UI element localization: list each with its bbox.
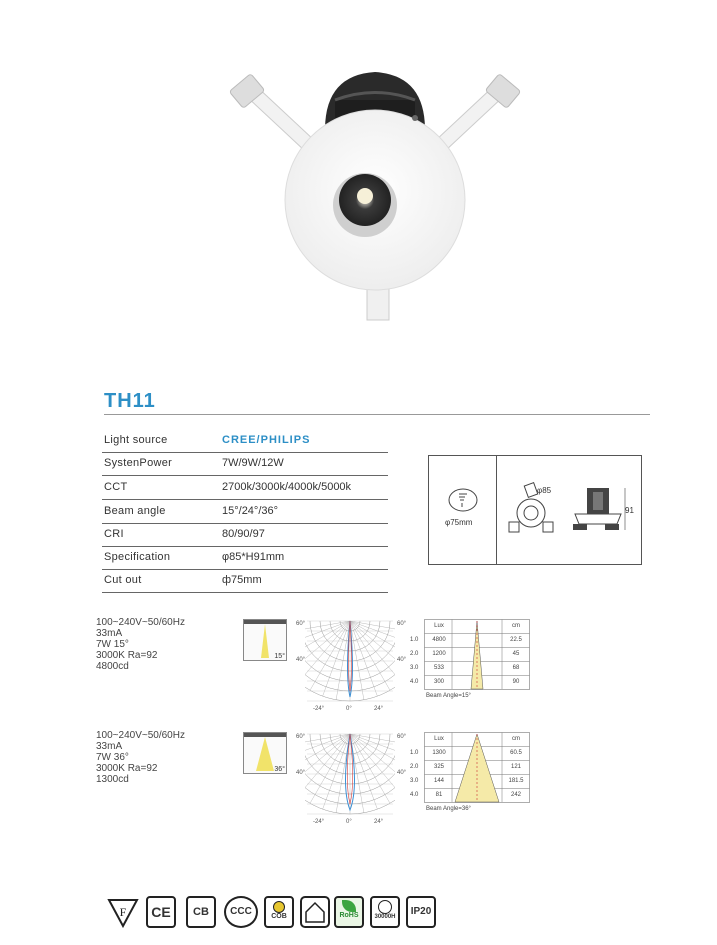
polar-bottom-label: 24° bbox=[374, 706, 384, 712]
spec-label: SystenPower bbox=[104, 457, 173, 469]
polar-angle-label: 60° bbox=[296, 734, 306, 740]
beam-icon bbox=[243, 732, 287, 774]
table-diameter-value: 90 bbox=[512, 679, 520, 685]
lifetime-icon bbox=[370, 896, 400, 928]
perf-text-block bbox=[96, 730, 185, 785]
table-height-label: 2.0 bbox=[410, 651, 419, 657]
dimension-drawing bbox=[428, 455, 642, 565]
table-lux-value: 81 bbox=[435, 792, 443, 798]
perf-line: 1300cd bbox=[96, 774, 129, 785]
rohs-icon bbox=[334, 896, 364, 928]
perf-line: 33mA bbox=[96, 628, 123, 639]
spec-value: 2700k/3000k/4000k/5000k bbox=[222, 481, 352, 493]
ccc-icon: CCC bbox=[224, 896, 258, 928]
ce-icon: CE bbox=[146, 896, 176, 928]
spec-value: 80/90/97 bbox=[222, 528, 265, 540]
f-mark-text: F bbox=[119, 905, 127, 919]
polar-angle-label: 40° bbox=[296, 657, 306, 663]
spec-value: ф75mm bbox=[222, 574, 262, 586]
table-diameter-value: 22.5 bbox=[510, 637, 522, 643]
cutout-label: φ75mm bbox=[445, 518, 473, 527]
cob-text: COB bbox=[271, 913, 287, 920]
table-header: Lux bbox=[434, 623, 444, 629]
table-diameter-value: 60.5 bbox=[510, 750, 522, 756]
beam-angle-caption: Beam Angle=15° bbox=[426, 693, 471, 699]
polar-angle-label: 60° bbox=[397, 621, 407, 627]
polar-bottom-label: -24° bbox=[313, 706, 325, 712]
spec-row bbox=[102, 475, 388, 500]
table-diameter-value: 68 bbox=[512, 665, 520, 671]
table-lux-value: 1200 bbox=[432, 651, 446, 657]
spec-label: Beam angle bbox=[104, 505, 166, 517]
table-header: cm bbox=[512, 736, 520, 742]
perf-line: 33mA bbox=[96, 741, 123, 752]
polar-bottom-label: 24° bbox=[374, 819, 384, 825]
table-lux-value: 4800 bbox=[432, 637, 446, 643]
table-diameter-value: 181.5 bbox=[508, 778, 524, 784]
cutout-icon bbox=[447, 486, 479, 514]
table-diameter-value: 121 bbox=[510, 764, 521, 770]
beam-angle-caption: Beam Angle=36° bbox=[426, 806, 471, 812]
table-lux-value: 533 bbox=[433, 665, 444, 671]
spec-value: 15°/24°/36° bbox=[222, 505, 279, 517]
spec-row bbox=[102, 545, 388, 570]
title-divider bbox=[104, 414, 650, 415]
table-height-label: 3.0 bbox=[410, 665, 419, 671]
perf-line: 7W 36° bbox=[96, 752, 129, 763]
f-mark-icon bbox=[107, 896, 139, 928]
perf-line: 7W 15° bbox=[96, 639, 129, 650]
house-icon bbox=[300, 896, 330, 928]
polar-angle-label: 60° bbox=[296, 621, 306, 627]
spec-label: Light source bbox=[104, 434, 168, 446]
clock-icon bbox=[378, 900, 392, 914]
perf-line: 100~240V~50/60Hz bbox=[96, 730, 185, 741]
table-header: Lux bbox=[434, 736, 444, 742]
polar-chart bbox=[305, 732, 395, 817]
spec-label: CRI bbox=[104, 528, 124, 540]
height-label: 91 bbox=[625, 506, 634, 515]
spec-value: φ85*H91mm bbox=[222, 551, 285, 563]
perf-text-block bbox=[96, 617, 185, 672]
spec-value: CREE/PHILIPS bbox=[222, 434, 311, 446]
spec-row bbox=[102, 451, 388, 476]
table-lux-value: 325 bbox=[433, 764, 444, 770]
table-diameter-value: 45 bbox=[512, 651, 520, 657]
ip20-icon: IP20 bbox=[406, 896, 436, 928]
beam-angle-label: 15° bbox=[274, 653, 285, 660]
table-height-label: 4.0 bbox=[410, 792, 419, 798]
perf-line: 3000K Ra=92 bbox=[96, 763, 158, 774]
polar-chart bbox=[305, 619, 395, 704]
side-view-drawing bbox=[569, 484, 631, 536]
table-height-label: 4.0 bbox=[410, 679, 419, 685]
table-lux-value: 300 bbox=[433, 679, 444, 685]
table-height-label: 1.0 bbox=[410, 637, 419, 643]
hours-text: 30000H bbox=[374, 914, 396, 920]
table-height-label: 2.0 bbox=[410, 764, 419, 770]
cob-bulb-icon bbox=[273, 901, 285, 913]
table-diameter-value: 242 bbox=[510, 792, 521, 798]
spec-row bbox=[102, 499, 388, 524]
rohs-text: RoHS bbox=[339, 912, 359, 919]
cob-icon bbox=[264, 896, 294, 928]
polar-bottom-label: 0° bbox=[346, 706, 352, 712]
spec-label: CCT bbox=[104, 481, 128, 493]
perf-line: 100~240V~50/60Hz bbox=[96, 617, 185, 628]
table-height-label: 1.0 bbox=[410, 750, 419, 756]
product-image bbox=[225, 60, 525, 330]
diameter-label: φ85 bbox=[537, 486, 552, 495]
model-title: TH11 bbox=[104, 390, 156, 412]
polar-angle-label: 60° bbox=[397, 734, 407, 740]
table-header: cm bbox=[512, 623, 520, 629]
spec-row bbox=[102, 428, 388, 453]
drawing-divider bbox=[496, 456, 497, 564]
beam-icon bbox=[243, 619, 287, 661]
spec-value: 7W/9W/12W bbox=[222, 457, 284, 469]
spec-label: Cut out bbox=[104, 574, 142, 586]
rohs-leaf-icon bbox=[342, 900, 356, 912]
cb-icon: CB bbox=[186, 896, 216, 928]
polar-bottom-label: 0° bbox=[346, 819, 352, 825]
polar-angle-label: 40° bbox=[397, 770, 407, 776]
polar-angle-label: 40° bbox=[397, 657, 407, 663]
polar-angle-label: 40° bbox=[296, 770, 306, 776]
table-height-label: 3.0 bbox=[410, 778, 419, 784]
perf-line: 3000K Ra=92 bbox=[96, 650, 158, 661]
top-view-drawing bbox=[501, 478, 571, 548]
spec-row bbox=[102, 568, 388, 593]
perf-line: 4800cd bbox=[96, 661, 129, 672]
beam-angle-label: 36° bbox=[274, 766, 285, 773]
polar-bottom-label: -24° bbox=[313, 819, 325, 825]
spec-label: Specification bbox=[104, 551, 171, 563]
table-lux-value: 144 bbox=[433, 778, 444, 784]
spec-row bbox=[102, 522, 388, 547]
table-lux-value: 1300 bbox=[432, 750, 446, 756]
